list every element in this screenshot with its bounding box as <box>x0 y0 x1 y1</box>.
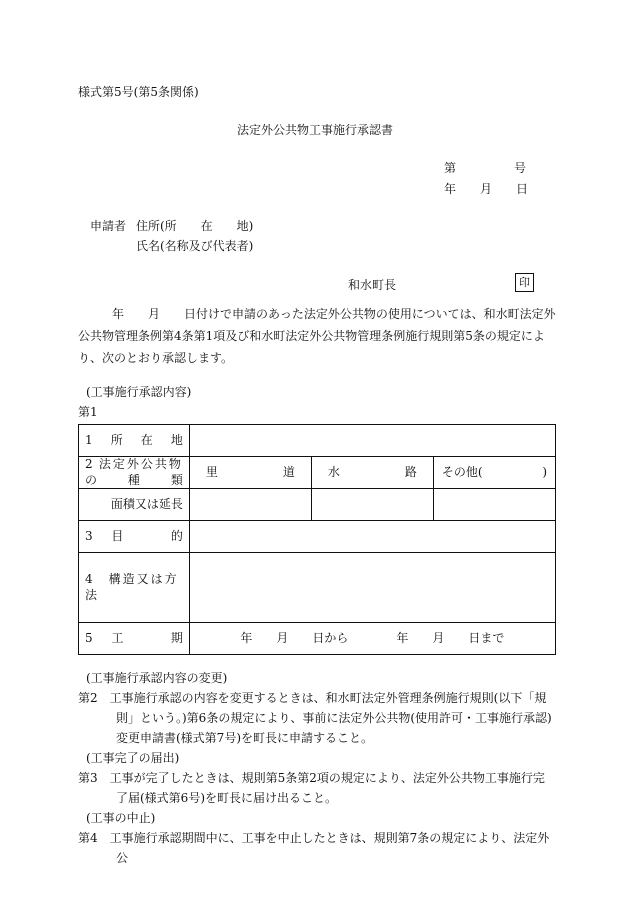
area-value-waterway[interactable] <box>311 489 433 521</box>
label-char: 所 <box>110 432 123 447</box>
label-text: 法定外公共物 <box>98 457 183 471</box>
applicant-label: 申請者 <box>90 219 127 233</box>
area-label-cell: 面積又は延長 <box>79 489 190 521</box>
issue-date-line <box>444 181 528 198</box>
approval-body-text: 年 月 日付けで申請のあった法定外公共物の使用については、和水町法定外公共物管理条例第4条第1項及び和水町法定外公共物管理条例施行規則第5条の規定により、次のとおり承認します。 <box>78 307 556 365</box>
seal-box: 印 <box>515 273 534 292</box>
area-value-road[interactable] <box>189 489 311 521</box>
area-value-other[interactable] <box>433 489 555 521</box>
structure-value-cell[interactable] <box>189 553 555 623</box>
label-char: 目 <box>111 528 124 543</box>
type-char: その他( <box>441 464 483 479</box>
type-option-other[interactable] <box>433 457 555 489</box>
section-heading-change: (工事施行承認内容の変更) <box>86 671 228 685</box>
article-4-text: 第4 工事施行承認期間中に、工事を中止したときは、規則第7条の規定により、法定外公 <box>78 831 550 865</box>
label-char: 的 <box>170 528 183 543</box>
purpose-value-cell[interactable] <box>189 521 555 553</box>
table-row-purpose <box>79 521 556 553</box>
label-char: 在 <box>140 432 153 447</box>
location-value-cell[interactable] <box>189 425 555 457</box>
applicant-address-label: 住所(所 在 地) <box>136 219 254 233</box>
type-char: 里 <box>205 464 218 479</box>
document-number-line <box>444 160 526 177</box>
conditions-section <box>78 668 556 868</box>
article-2-text: 第2 工事施行承認の内容を変更するときは、和水町法定外管理条例施行規則(以下「規則」という。)第6条の規定により、事前に法定外公共物(使用許可・工事施行承認)変更申請書(様式第7号)を町長に申請すること。 <box>78 691 552 745</box>
row-number: 3 <box>85 528 93 543</box>
article-1-label: 第1 <box>78 405 98 419</box>
table-row-type <box>79 457 556 489</box>
label-char: 地 <box>170 432 183 447</box>
applicant-name-label: 氏名(名称及び代表者) <box>136 239 254 253</box>
number-suffix: 号 <box>514 161 527 175</box>
type-char: ) <box>542 464 547 479</box>
table-row-location <box>79 425 556 457</box>
approval-content-table <box>78 424 556 655</box>
label-char: 種 <box>127 472 140 487</box>
purpose-label-cell <box>79 521 190 553</box>
mayor-title: 和水町長 <box>348 278 397 292</box>
date-year: 年 <box>444 182 457 196</box>
structure-label-cell: 4 構造又は方法 <box>79 553 190 623</box>
table-row-area <box>79 489 556 521</box>
section-heading-approval-content: (工事施行承認内容) <box>86 385 192 399</box>
form-number: 様式第5号(第5条関係) <box>78 85 199 99</box>
label-char: 工 <box>111 630 124 645</box>
type-char: 水 <box>327 464 340 479</box>
type-option-waterway[interactable] <box>311 457 433 489</box>
table-row-structure <box>79 553 556 623</box>
date-day: 日 <box>516 182 529 196</box>
period-value-cell[interactable]: 年 月 日から 年 月 日まで <box>189 623 555 655</box>
article-3-text: 第3 工事が完了したときは、規則第5条第2項の規定により、法定外公共物工事施行完了届(様式第6号)を町長に届け出ること。 <box>78 771 545 805</box>
type-option-road[interactable] <box>189 457 311 489</box>
type-label-cell <box>79 457 190 489</box>
number-prefix: 第 <box>444 161 457 175</box>
row-number: 1 <box>85 432 93 447</box>
row-number: 5 <box>85 630 93 645</box>
document-title: 法定外公共物工事施行承認書 <box>236 123 393 137</box>
label-char: 類 <box>170 472 183 487</box>
location-label-cell <box>79 425 190 457</box>
row-number: 2 <box>85 457 93 471</box>
section-heading-completion: (工事完了の届出) <box>86 751 180 765</box>
type-char: 道 <box>282 464 295 479</box>
type-char: 路 <box>404 464 417 479</box>
date-month: 月 <box>480 182 493 196</box>
table-row-period <box>79 623 556 655</box>
label-char: 期 <box>170 630 183 645</box>
section-heading-suspension: (工事の中止) <box>86 811 156 825</box>
label-char: の <box>85 472 98 487</box>
period-label-cell <box>79 623 190 655</box>
